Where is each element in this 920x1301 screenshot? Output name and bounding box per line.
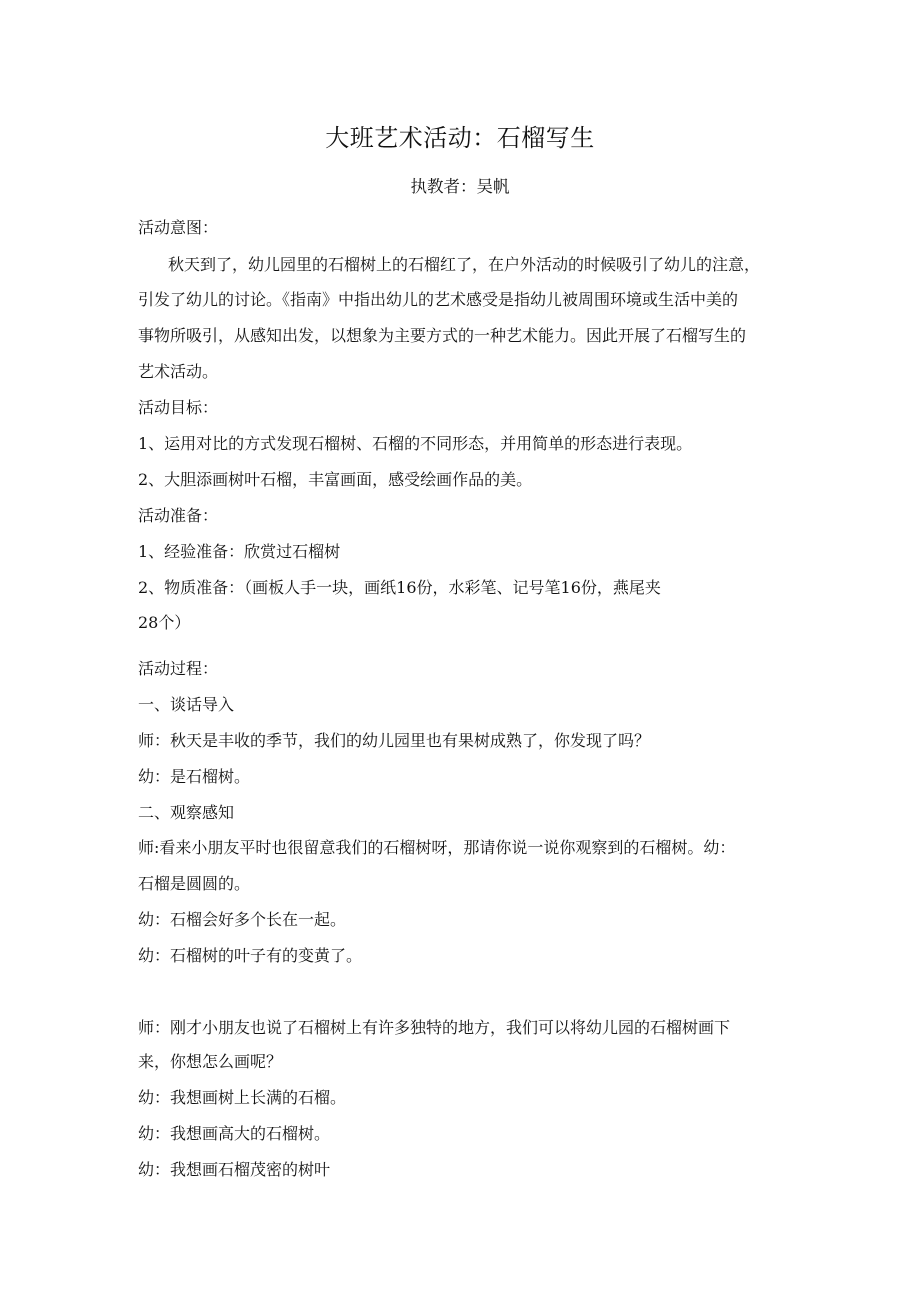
dialogue-line: 石榴是圆圆的。 [138,874,251,893]
subsection-heading: 一、谈话导入 [138,695,235,714]
subsection-heading: 二、观察感知 [138,803,235,822]
document-title: 大班艺术活动：石榴写生 [325,124,595,152]
dialogue-line: 师：刚才小朋友也说了石榴树上有许多独特的地方，我们可以将幼儿园的石榴树画下 [138,1018,731,1037]
list-item-continuation: 28个） [138,613,191,632]
list-item: 1、运用对比的方式发现石榴树、石榴的不同形态，并用简单的形态进行表现。 [138,434,693,453]
section-heading-intent: 活动意图： [138,218,219,237]
dialogue-line: 幼：石榴树的叶子有的变黄了。 [138,946,363,965]
dialogue-line: 幼：石榴会好多个长在一起。 [138,910,347,929]
paragraph-line: 艺术活动。 [138,362,219,381]
author-line: 执教者：吴帆 [410,177,510,196]
dialogue-line: 幼：是石榴树。 [138,767,251,786]
dialogue-line: 来，你想怎么画呢？ [138,1052,283,1071]
dialogue-line: 师:看来小朋友平时也很留意我们的石榴树呀，那请你说一说你观察到的石榴树。幼： [138,838,736,857]
section-heading-process: 活动过程： [138,659,219,678]
dialogue-line: 幼：我想画石榴茂密的树叶 [138,1160,331,1179]
paragraph-line: 秋天到了，幼儿园里的石榴树上的石榴红了，在户外活动的时候吸引了幼儿的注意， [168,255,761,274]
list-item: 1、经验准备：欣赏过石榴树 [138,542,341,561]
section-heading-preparation: 活动准备： [138,506,219,525]
dialogue-line: 幼：我想画树上长满的石榴。 [138,1088,347,1107]
section-heading-goals: 活动目标： [138,398,219,417]
paragraph-line: 事物所吸引，从感知出发，以想象为主要方式的一种艺术能力。因此开展了石榴写生的 [138,326,747,345]
list-item: 2、大胆添画树叶石榴，丰富画面，感受绘画作品的美。 [138,470,533,489]
paragraph-line: 引发了幼儿的讨论。《指南》中指出幼儿的艺术感受是指幼儿被周围环境或生活中美的 [138,290,739,309]
dialogue-line: 师：秋天是丰收的季节，我们的幼儿园里也有果树成熟了，你发现了吗？ [138,731,651,750]
list-item: 2、物质准备：（画板人手一块，画纸16份，水彩笔、记号笔16份，燕尾夹 [138,578,661,597]
dialogue-line: 幼：我想画高大的石榴树。 [138,1124,331,1143]
